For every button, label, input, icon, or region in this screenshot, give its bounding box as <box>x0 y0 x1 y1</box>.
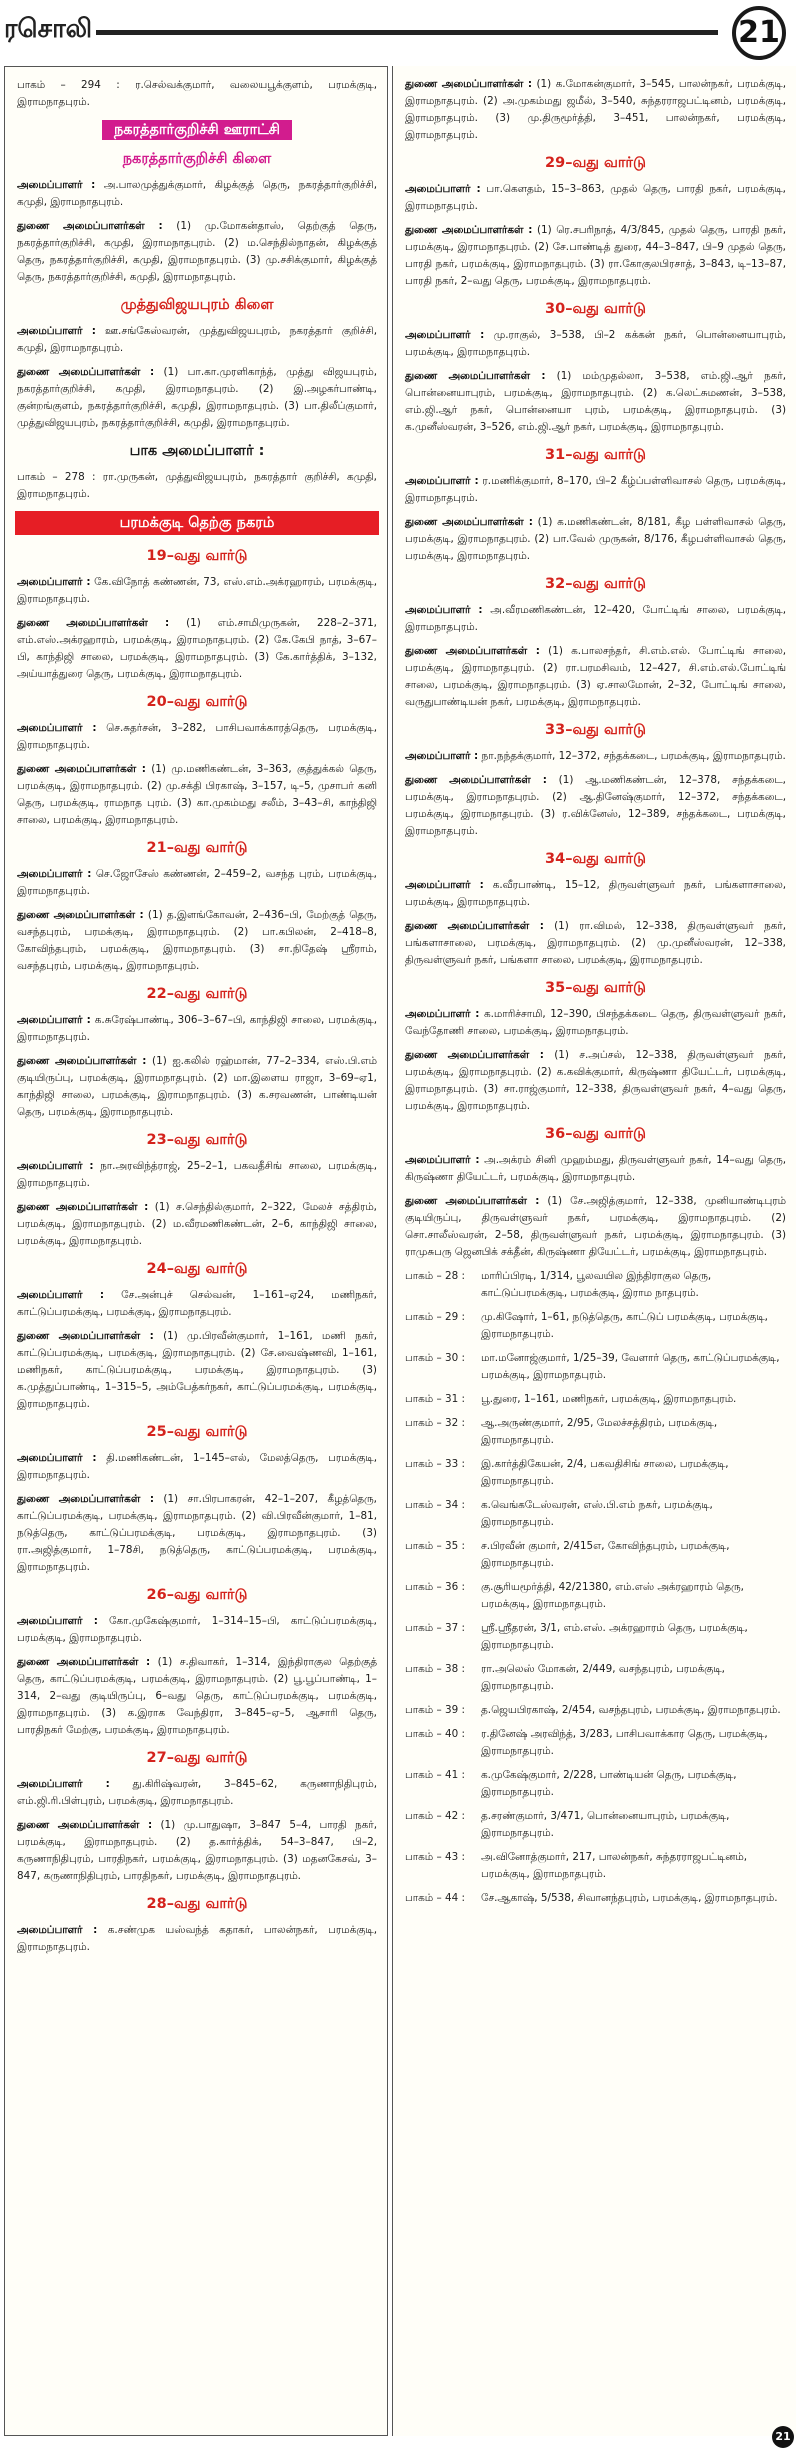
entry-role-label: அமைப்பாளர் : <box>17 325 96 337</box>
entry-role-label: துணை அமைப்பாளர்கள் : <box>17 1493 155 1505</box>
entry-text: (1) க.பாலசந்தர், சி.எம்.எல். போட்டிங் சாலை, பரமக்குடி, இராமநாதபுரம். (2) ரா.பரமசிவம், 12–427, சி.எம்.எல்.போட்டிங் சாலை, பரமக்குடி, இராமநாதபுரம். (3) ஏ.சாலமோன், 2–32, போட்டிங் சாலை, வருதுபாண்டியன் நகர், பரமக்குடி, இராமநாதபுரம். <box>405 645 786 708</box>
listing-entry <box>17 761 377 829</box>
booth-number: பாகம் – 35 : <box>405 1540 465 1552</box>
entry-text: (1) ச.செந்தில்குமார், 2–322, மேலச் சத்திரம், பரமக்குடி, இராமநாதபுரம். (2) ம.வீரமணிகண்டன், 2–6, காந்திஜி சாலை, பரமக்குடி, இராமநாதபுரம். <box>17 1201 377 1247</box>
section-heading-text: 25–வது வார்டு <box>146 1424 248 1440</box>
booth-number: பாகம் – 34 : <box>405 1499 465 1511</box>
booth-agent: ரா.அலெஸ் மோகன், 2/449, வசந்தபுரம், பரமக்குடி, இராமநாதபுரம். <box>481 1663 725 1692</box>
booth-number: பாகம் – 30 : <box>405 1352 465 1364</box>
entry-text: (1) ஆ.மணிகண்டன், 12–378, சந்தக்கடை, பரமக்குடி, இராமநாதபுரம். (2) ஆ.தினேஷ்குமார், 12–372, சந்தக்கடை, பரமக்குடி, இராமநாதபுரம். (3) ர.விக்னேஸ், 12–389, சந்தக்கடை, பரமக்குடி, இராமநாதபுரம். <box>405 774 786 837</box>
right-column <box>392 66 796 2436</box>
listing-entry <box>17 77 377 111</box>
booth-entry <box>405 1579 786 1613</box>
section-heading-text: 32–வது வார்டு <box>545 576 646 592</box>
listing-entry <box>405 181 786 215</box>
entry-role-label: அமைப்பாளர் : <box>405 1008 480 1020</box>
entry-role-label: துணை அமைப்பாளர்கள் : <box>405 1049 544 1061</box>
entry-role-label: துணை அமைப்பாளர்கள் : <box>17 763 146 775</box>
entry-text: க.வீரபாண்டி, 15–12, திருவள்ளுவர் நகர், பங்களாசாலை, பரமக்குடி, இராமநாதபுரம். <box>405 879 786 908</box>
entry-text: (1) எம்.சாமிமுருகன், 228–2–371, எம்.எஸ்.அக்ரஹாரம், பரமக்குடி, இராமநாதபுரம். (2) கே.கேபி நாத், 3–67–பி, காந்திஜி சாலை, பரமக்குடி, இராமநாதபுரம். (3) கே.கார்த்திக், 3–132, அய்யாத்துரை தெரு, பரமக்குடி, இராமநாதபுரம். <box>17 617 377 680</box>
entry-text: அ.அக்ரம் சினி முஹம்மது, திருவள்ளுவர் நகர், 14–வது தெரு, கிருஷ்ணா தியேட்டர், பரமக்குடி, இராமநாதபுரம். <box>405 1154 787 1183</box>
booth-number: பாகம் – 44 : <box>405 1892 465 1904</box>
listing-entry <box>405 327 786 361</box>
booth-entry <box>405 1497 786 1531</box>
section-heading-text: 35–வது வார்டு <box>545 980 646 996</box>
booth-number: பாகம் – 31 : <box>405 1393 465 1405</box>
booth-agent: ர.தினேஷ் அரவிந்த், 3/283, பாசிபவாக்கார தெரு, பரமக்குடி, இராமநாதபுரம். <box>481 1728 768 1757</box>
section-heading-text: 24–வது வார்டு <box>146 1261 248 1277</box>
entry-role-label: அமைப்பாளர் : <box>405 475 479 487</box>
booth-agent: ச.பிரவீன் குமார், 2/415எ, கோவிந்தபுரம், பரமக்குடி, இராமநாதபுரம். <box>481 1540 730 1569</box>
listing-entry <box>17 1491 377 1576</box>
booth-entry <box>405 1661 786 1695</box>
entry-text: சே.அன்புச் செல்வன், 1–161–ஏ24, மணிநகர், காட்டுப்பரமக்குடி, பரமக்குடி, இராமநாதபுரம். <box>17 1289 377 1318</box>
booth-agent: இ.கார்த்திகேயன், 2/4, பகவதிசிங் சாலை, பரமக்குடி, இராமநாதபுரம். <box>481 1458 729 1487</box>
entry-role-label: துணை அமைப்பாளர்கள் : <box>17 1055 147 1067</box>
section-heading <box>405 152 786 173</box>
entry-text: (1) க.மணிகண்டன், 8/181, கீழ பள்ளிவாசல் தெரு, பரமக்குடி, இராமநாதபுரம். (2) பா.வேல் முருகன், 8/176, கீழபள்ளிவாசல் தெரு, பரமக்குடி, இராமநாதபுரம். <box>405 516 786 562</box>
booth-number: பாகம் – 43 : <box>405 1851 465 1863</box>
entry-text: பாகம் – 294 : ர.செல்வக்குமார், வலையபூக்குளம், பரமக்குடி, இராமநாதபுரம். <box>17 79 377 108</box>
section-heading <box>17 148 377 169</box>
booth-agent: மாரிப்பிரடி, 1/314, பூலவயில இந்திராகுல தெரு, காட்டுப்பரமக்குடி, பரமக்குடி, இராம நாதபுரம். <box>481 1270 712 1299</box>
entry-role-label: அமைப்பாளர் : <box>17 1289 104 1301</box>
booth-agent: மு.கிஷோர், 1–61, நடுத்தெரு, காட்டுப் பரமக்குடி, பரமக்குடி, இராமநாதபுரம். <box>481 1311 768 1340</box>
listing-entry <box>405 602 786 636</box>
section-heading <box>405 1123 786 1144</box>
entry-role-label: அமைப்பாளர் : <box>17 1014 91 1026</box>
entry-role-label: துணை அமைப்பாளர்கள் : <box>405 774 547 786</box>
section-heading-text: 26–வது வார்டு <box>146 1587 248 1603</box>
entry-text: ஊ.சங்கேஸ்வரன், முத்துவிஜயபுரம், நகரத்தார் குறிச்சி, கமுதி, இராமநாதபுரம். <box>17 325 377 354</box>
section-heading <box>17 1747 377 1768</box>
listing-entry <box>405 918 786 969</box>
entry-role-label: அமைப்பாளர் : <box>17 576 91 588</box>
section-heading-text: முத்துவிஜயபுரம் கிளை <box>120 297 274 313</box>
section-heading <box>405 848 786 869</box>
listing-entry <box>17 1012 377 1046</box>
listing-entry <box>17 1613 377 1647</box>
section-heading <box>405 719 786 740</box>
section-heading-text: 33–வது வார்டு <box>545 722 646 738</box>
booth-number: பாகம் – 36 : <box>405 1581 465 1593</box>
listing-entry <box>405 222 786 290</box>
listing-entry <box>17 1450 377 1484</box>
booth-number: பாகம் – 41 : <box>405 1769 465 1781</box>
section-heading-text: 22–வது வார்டு <box>146 986 248 1002</box>
entry-text: (1) ரா.விமல், 12–338, திருவள்ளுவர் நகர், பங்களாசாலை, பரமக்குடி, இராமநாதபுரம். (2) மு.முனீஸ்வரன், 12–338, திருவள்ளுவர் நகர், பங்களா சாலை, பரமக்குடி, இராமநாதபுரம். <box>405 920 786 966</box>
booth-entry <box>405 1849 786 1883</box>
entry-role-label: அமைப்பாளர் : <box>17 1160 94 1172</box>
booth-entry <box>405 1456 786 1490</box>
section-heading <box>405 977 786 998</box>
entry-role-label: அமைப்பாளர் : <box>405 329 485 341</box>
entry-role-label: துணை அமைப்பாளர்கள் : <box>17 366 155 378</box>
section-heading <box>17 983 377 1004</box>
entry-text: (1) மம்முதல்லா, 3–538, எம்.ஜி.ஆர் நகர், பொன்னையாபுரம், பரமக்குடி, இராமநாதபுரம். (2) க.லெட்சுமணன், 3–538, எம்.ஜி.ஆர் நகர், பொன்னையா புரம், பரமக்குடி, இராமநாதபுரம். (3) க.முனீஸ்வரன், 3–526, எம்.ஜி.ஆர் நகர், பரமக்குடி, இராமநாதபுரம். <box>405 370 786 433</box>
listing-entry <box>405 514 786 565</box>
entry-role-label: துணை அமைப்பாளர்கள் : <box>17 220 163 232</box>
entry-role-label: துணை அமைப்பாளர்கள் : <box>405 224 533 236</box>
section-heading <box>405 444 786 465</box>
booth-agent: அ.வினோத்குமார், 217, பாலன்நகர், சுந்தரராஜபட்டினம், பரமக்குடி, இராமநாதபுரம். <box>481 1851 748 1880</box>
section-heading <box>17 837 377 858</box>
entry-role-label: அமைப்பாளர் : <box>405 879 484 891</box>
listing-entry <box>405 1193 786 1261</box>
booth-entry <box>405 1620 786 1654</box>
section-heading <box>17 294 377 315</box>
section-heading-text: 34–வது வார்டு <box>545 851 646 867</box>
booth-agent: த.ஜெயபிரகாஷ், 2/454, வசந்தபுரம், பரமக்குடி, இராமநாதபுரம். <box>481 1704 781 1716</box>
booth-number: பாகம் – 29 : <box>405 1311 465 1323</box>
entry-text: செ.ஜோசேஸ் கண்ணன், 2–459–2, வசந்த புரம், பரமக்குடி, இராமநாதபுரம். <box>17 868 377 897</box>
masthead <box>0 0 800 60</box>
entry-role-label: அமைப்பாளர் : <box>405 604 483 616</box>
entry-role-label: துணை அமைப்பாளர்கள் : <box>405 516 533 528</box>
entry-role-label: துணை அமைப்பாளர்கள் : <box>17 1330 154 1342</box>
listing-entry <box>17 323 377 357</box>
listing-entry <box>17 1287 377 1321</box>
booth-entry <box>405 1268 786 1302</box>
entry-text: செ.சுதர்சன், 3–282, பாசிபவாக்காரத்தெரு, பரமக்குடி, இராமநாதபுரம். <box>17 722 377 751</box>
booth-entry <box>405 1309 786 1343</box>
entry-text: து.கிரிஷ்வரன், 3–845–62, கருணாநிதிபுரம், எம்.ஜி.ரி.பிள்புரம், பரமக்குடி, இராமநாதபுரம். <box>17 1778 377 1807</box>
section-heading <box>17 440 377 461</box>
booth-entry <box>405 1415 786 1449</box>
entry-text: (1) ரெ.சபரிநாத், 4/3/845, முதல் தெரு, பாரதி நகர், பரமக்குடி, இராமநாதபுரம். (2) சே.பாண்டித் துரை, 44–3–847, பி–9 முதல் தெரு, பாரதி நகர், பரமக்குடி, இராமநாதபுரம். (3) ரா.கோகுலபிரசாத், 3–843, டி–13–87, பாரதி நகர், 2–வது தெரு, பரமக்குடி, இராமநாதபுரம். <box>405 224 786 287</box>
section-heading-text: 21–வது வார்டு <box>146 840 248 856</box>
section-heading-text: 27–வது வார்டு <box>146 1750 248 1766</box>
section-heading-text: 36–வது வார்டு <box>545 1126 646 1142</box>
section-heading <box>17 1258 377 1279</box>
entry-role-label: துணை அமைப்பாளர்கள் : <box>405 645 540 657</box>
entry-text: க.சண்முக யஸ்வந்த் கதாகர், பாலன்நகர், பரமக்குடி, இராமநாதபுரம். <box>17 1924 377 1953</box>
booth-agent: பூ.துரை, 1–161, மணிநகர், பரமக்குடி, இராமநாதபுரம். <box>481 1393 737 1405</box>
entry-text: (1) மு.பாதுஷா, 3–847 5–4, பாரதி நகர், பரமக்குடி, இராமநாதபுரம். (2) த.கார்த்திக், 54–3–847, பி–2, கருணாநிதிபுரம், பாரதிநகர், பரமக்குடி, இராமநாதபுரம். (3) மதனகேசவ், 3–847, கருணாநிதிபுரம், பாரதிநகர், பரமக்குடி, இராமநாதபுரம். <box>17 1819 378 1882</box>
entry-text: தி.மணிகண்டன், 1–145–எல், மேலத்தெரு, பரமக்குடி, இராமநாதபுரம். <box>17 1452 377 1481</box>
booth-entry <box>405 1391 786 1408</box>
entry-text: (1) ஐ.கலில் ரஹ்மான், 77–2–334, எஸ்.பி.எம் குடியிருப்பு, பரமக்குடி, இராமநாதபுரம். (2) மா.இளைய ராஜா, 3–69–ஏ1, காந்திஜி சாலை, பரமக்குடி, இராமநாதபுரம். (3) க.சரவணன், பாண்டியன் தெரு, பரமக்குடி, இராமநாதபுரம். <box>17 1055 378 1118</box>
booth-agent: ஸ்ரீ.ஸ்ரீதரன், 3/1, எம்.எஸ். அக்ரஹாரம் தெரு, பரமக்குடி, இராமநாதபுரம். <box>481 1622 748 1651</box>
booth-agent: க.வெங்கடேஸ்வரன், எஸ்.பி.எம் நகர், பரமக்குடி, இராமநாதபுரம். <box>481 1499 713 1528</box>
listing-entry <box>17 907 377 975</box>
section-heading-text: நகரத்தார்குறிச்சி ஊராட்சி <box>102 120 292 140</box>
listing-entry <box>405 772 786 840</box>
entry-text: (1) க.மோகன்குமார், 3–545, பாலன்நகர், பரமக்குடி, இராமநாதபுரம். (2) அ.முகம்மது ஜமீல், 3–540, சுந்தரராஜபட்டினம், பரமக்குடி, இராமநாதபுரம். (3) மு.திருமூர்த்தி, 3–451, பாலன்நகர், பரமக்குடி, இராமநாதபுரம். <box>405 78 786 141</box>
corner-page-badge: 21 <box>772 2426 794 2448</box>
entry-role-label: அமைப்பாளர் : <box>17 722 97 734</box>
entry-text: (1) த.இளங்கோவன், 2–436–பி, மேற்குத் தெரு, வசந்தபுரம், பரமக்குடி, இராமநாதபுரம். (2) பா.கபிலன், 2–418–8, கோவிந்தபுரம், பரமக்குடி, இராமநாதபுரம். (3) சா.நிதேஷ் ஸ்ரீராம், வசந்தபுரம், பரமக்குடி, இராமநாதபுரம். <box>17 909 377 972</box>
section-heading <box>17 119 377 140</box>
section-heading <box>405 298 786 319</box>
listing-entry <box>17 469 377 503</box>
listing-entry <box>17 364 377 432</box>
entry-role-label: துணை அமைப்பாளர்கள் : <box>17 1819 153 1831</box>
booth-agent: சே.ஆகாஷ், 5/538, சிவானந்தபுரம், பரமக்குடி, இராமநாதபுரம். <box>481 1892 778 1904</box>
entry-text: (1) மு.மணிகண்டன், 3–363, குத்துக்கல் தெரு, பரமக்குடி, இராமநாதபுரம். (2) மு.சக்தி பிரகாஷ், 3–157, டி–5, முசாபர் கனி தெரு, பரமக்குடி, ராமநாத புரம். (3) கா.முகம்மது சலீம், 3–43–சி, காந்திஜி சாலை, பரமக்குடி, இராமநாதபுரம். <box>17 763 377 826</box>
entry-role-label: அமைப்பாளர் : <box>17 1778 110 1790</box>
section-heading <box>17 691 377 712</box>
entry-text: (1) ச.அப்சல், 12–338, திருவள்ளுவர் நகர், பரமக்குடி, இராமநாதபுரம். (2) க.கவிக்குமார், கிருஷ்ணா தியேட்டர், பரமக்குடி, இராமநாதபுரம். (3) சா.ராஜ்குமார், 12–338, திருவள்ளுவர் நகர், 4–வது தெரு, பரமக்குடி, இராமநாதபுரம். <box>405 1049 786 1112</box>
booth-entry <box>405 1702 786 1719</box>
section-heading <box>15 511 379 535</box>
masthead-rule <box>96 30 718 35</box>
listing-entry <box>405 877 786 911</box>
listing-entry <box>17 720 377 754</box>
entry-role-label: துணை அமைப்பாளர்கள் : <box>405 1195 540 1207</box>
booth-number: பாகம் – 28 : <box>405 1270 465 1282</box>
booth-number: பாகம் – 42 : <box>405 1810 465 1822</box>
section-heading-text: 20–வது வார்டு <box>146 694 248 710</box>
entry-role-label: அமைப்பாளர் : <box>405 1154 480 1166</box>
listing-entry <box>17 866 377 900</box>
entry-role-label: துணை அமைப்பாளர்கள் : <box>405 370 546 382</box>
listing-entry <box>405 643 786 711</box>
booth-number: பாகம் – 40 : <box>405 1728 465 1740</box>
listing-entry <box>405 1152 786 1186</box>
listing-entry <box>17 177 377 211</box>
listing-entry <box>17 1199 377 1250</box>
entry-role-label: துணை அமைப்பாளர்கள் : <box>17 617 170 629</box>
section-heading <box>17 1421 377 1442</box>
listing-entry <box>17 1654 377 1739</box>
section-heading-text: 29–வது வார்டு <box>545 155 646 171</box>
entry-text: க.மாரிச்சாமி, 12–390, பிசந்தக்கடை தெரு, திருவள்ளுவர் நகர், வேந்தோணி சாலை, பரமக்குடி, இராமநாதபுரம். <box>405 1008 787 1037</box>
entry-text: நா.நந்தக்குமார், 12–372, சந்தக்கடை, பரமக்குடி, இராமநாதபுரம். <box>478 750 786 762</box>
section-heading <box>17 545 377 566</box>
entry-role-label: அமைப்பாளர் : <box>405 183 481 195</box>
listing-entry <box>17 1328 377 1413</box>
entry-text: கோ.முகேஷ்குமார், 1–314–15–பி, காட்டுப்பரமக்குடி, பரமக்குடி, இராமநாதபுரம். <box>17 1615 377 1644</box>
entry-role-label: அமைப்பாளர் : <box>17 1924 98 1936</box>
entry-role-label: துணை அமைப்பாளர்கள் : <box>17 1656 151 1668</box>
entry-text: பா.கௌதம், 15–3–863, முதல் தெரு, பாரதி நகர், பரமக்குடி, இராமநாதபுரம். <box>405 183 786 212</box>
newspaper-name: ரசொலி <box>4 14 93 44</box>
listing-entry <box>405 368 786 436</box>
entry-role-label: துணை அமைப்பாளர்கள் : <box>405 920 544 932</box>
entry-text: (1) சே.அஜித்குமார், 12–338, முனியாண்டிபுரம் குடியிருப்பு, திருவள்ளுவர் நகர், பரமக்குடி, இராமநாதபுரம். (2) சொ.சாலீஸ்வரன், 2–58, திருவள்ளுவர் நகர், பரமக்குடி, இராமநாதபுரம். (3) ராமுசுபரு ஜெனபிக் சக்தீன், கிருஷ்ணா தியேட்டர், பரமக்குடி, இராமநாதபுரம். <box>405 1195 786 1258</box>
listing-entry <box>405 1047 786 1115</box>
entry-text: (1) சா.பிரபாகரன், 42–1–207, கீழத்தெரு, காட்டுப்பரமக்குடி, பரமக்குடி, இராமநாதபுரம். (2) வி.பிரவீன்குமார், 1–81, நடுத்தெரு, காட்டுப்பரமக்குடி, பரமக்குடி, இராமநாதபுரம். (3) ரா.அஜித்குமார், 1–78சி, நடுத்தெரு, காட்டுப்பரமக்குடி, பரமக்குடி, இராமநாதபுரம். <box>17 1493 377 1573</box>
booth-number: பாகம் – 32 : <box>405 1417 465 1429</box>
entry-text: (1) மு.மோகன்தாஸ், தெற்குத் தெரு, நகரத்தார்குறிச்சி, கமுதி, இராமநாதபுரம். (2) ம.செந்தில்நாதன், கிழக்குத் தெரு, நகரத்தார்குறிச்சி, கமுதி, இராமநாதபுரம். (3) மு.சசிக்குமார், கிழக்குத் தெரு, நகரத்தார்குறிச்சி, கமுதி, இராமநாதபுரம். <box>17 220 377 283</box>
listing-entry <box>17 1053 377 1121</box>
entry-text: நா.அரவிந்த்ராஜ், 25–2–1, பகவதீசிங் சாலை, பரமக்குடி, இராமநாதபுரம். <box>17 1160 377 1189</box>
section-heading <box>405 573 786 594</box>
entry-text: (1) மு.பிரவீன்குமார், 1–161, மணி நகர், காட்டுப்பரமக்குடி, பரமக்குடி, இராமநாதபுரம். (2) சே.வைஷ்ணவி, 1–161, மணிநகர், காட்டுப்பரமக்குடி, பரமக்குடி, இராமநாதபுரம். (3) க.முத்துப்பாண்டி, 1–315–5, அம்பேத்கர்நகர், காட்டுப்பரமக்குடி, பரமக்குடி, இராமநாதபுரம். <box>17 1330 378 1410</box>
entry-text: அ.வீரமணிகண்டன், 12–420, போட்டிங் சாலை, பரமக்குடி, இராமநாதபுரம். <box>405 604 786 633</box>
entry-role-label: அமைப்பாளர் : <box>405 750 479 762</box>
booth-agent: க.முகேஷ்குமார், 2/228, பாண்டியன் தெரு, பரமக்குடி, இராமநாதபுரம். <box>481 1769 737 1798</box>
section-heading-text: பாக அமைப்பாளர் : <box>129 443 265 459</box>
section-heading-text: 30–வது வார்டு <box>545 301 646 317</box>
entry-text: பாகம் – 278 : ரா.முருகன், முத்துவிஜயபுரம், நகரத்தார் குறிச்சி, கமுதி, இராமநாதபுரம். <box>17 471 377 500</box>
entry-text: அ.பாலமுத்துக்குமார், கிழக்குத் தெரு, நகரத்தார்குறிச்சி, கமுதி, இராமநாதபுரம். <box>17 179 377 208</box>
entry-role-label: அமைப்பாளர் : <box>17 868 92 880</box>
booth-number: பாகம் – 33 : <box>405 1458 465 1470</box>
entry-role-label: துணை அமைப்பாளர்கள் : <box>405 78 533 90</box>
section-heading <box>17 1584 377 1605</box>
booth-agent: மா.மனோஜ்குமார், 1/25–39, வேளார் தெரு, காட்டுப்பரமக்குடி, பரமக்குடி, இராமநாதபுரம். <box>481 1352 780 1381</box>
booth-entry <box>405 1350 786 1384</box>
booth-entry <box>405 1808 786 1842</box>
section-heading-text: பரமக்குடி தெற்கு நகரம் <box>119 515 275 531</box>
listing-entry <box>17 574 377 608</box>
entry-text: மு.ராகுல், 3–538, பி–2 கக்கன் நகர், பொன்னையாபுரம், பரமக்குடி, இராமநாதபுரம். <box>405 329 786 358</box>
booth-entry <box>405 1767 786 1801</box>
left-column <box>4 66 388 2436</box>
section-heading-text: 28–வது வார்டு <box>146 1896 248 1912</box>
booth-entry <box>405 1726 786 1760</box>
listing-entry <box>17 1776 377 1810</box>
booth-agent: கு.சூரியமூர்த்தி, 42/21380, எம்.எஸ் அக்ரஹாரம் தெரு, பரமக்குடி, இராமநாதபுரம். <box>481 1581 744 1610</box>
listing-entry <box>405 473 786 507</box>
listing-entry <box>17 218 377 286</box>
booth-number: பாகம் – 39 : <box>405 1704 465 1716</box>
entry-text: (1) ச.திவாகர், 1–314, இந்திராகுல தெற்குத் தெரு, காட்டுப்பரமக்குடி, பரமக்குடி, இராமநாதபுரம். (2) பூ.பூப்பாண்டி, 1–314, 2–வது குடியிருப்பு, 6–வது தெரு, காட்டுப்பரமக்குடி, பரமக்குடி, இராமநாதபுரம். (3) க.இராக வேந்திரா, 3–845–ஏ–5, ஆசாரி தெரு, பாரதிநகர் மேற்கு, பரமக்குடி, இராமநாதபுரம். <box>17 1656 377 1736</box>
listing-entry <box>405 1006 786 1040</box>
booth-entry <box>405 1890 786 1907</box>
entry-text: கே.விநோத் கண்ணன், 73, எஸ்.எம்.அக்ரஹாரம், பரமக்குடி, இராமநாதபுரம். <box>17 576 377 605</box>
entry-text: ர.மணிக்குமார், 8–170, பி–2 கீழ்ப்பள்ளிவாசல் தெரு, பரமக்குடி, இராமநாதபுரம். <box>405 475 786 504</box>
section-heading-text: நகரத்தார்குறிச்சி கிளை <box>122 151 272 167</box>
section-heading-text: 31–வது வார்டு <box>545 447 646 463</box>
entry-text: க.சுரேஷ்பாண்டி, 306–3–67–பி, காந்திஜி சாலை, பரமக்குடி, இராமநாதபுரம். <box>17 1014 377 1043</box>
listing-entry <box>17 1922 377 1956</box>
entry-role-label: அமைப்பாளர் : <box>17 1615 98 1627</box>
listing-entry <box>17 615 377 683</box>
booth-agent: ஆ.அருண்குமார், 2/95, மேலச்சத்திரம், பரமக்குடி, இராமநாதபுரம். <box>481 1417 718 1446</box>
entry-role-label: அமைப்பாளர் : <box>17 179 96 191</box>
listing-entry <box>405 748 786 765</box>
listing-entry <box>17 1158 377 1192</box>
booth-entry <box>405 1538 786 1572</box>
listing-entry <box>405 76 786 144</box>
listing-entry <box>17 1817 377 1885</box>
entry-role-label: அமைப்பாளர் : <box>17 1452 97 1464</box>
booth-number: பாகம் – 38 : <box>405 1663 465 1675</box>
section-heading-text: 19–வது வார்டு <box>146 548 248 564</box>
page-number-badge: 21 <box>732 6 786 60</box>
booth-number: பாகம் – 37 : <box>405 1622 465 1634</box>
entry-role-label: துணை அமைப்பாளர்கள் : <box>17 909 144 921</box>
entry-role-label: துணை அமைப்பாளர்கள் : <box>17 1201 149 1213</box>
section-heading <box>17 1893 377 1914</box>
section-heading-text: 23–வது வார்டு <box>146 1132 248 1148</box>
entry-text: (1) பா.கா.முரளிகாந்த், முத்து விஜயபுரம், நகரத்தார்குறிச்சி, கமுதி, இராமநாதபுரம். (2) இ.அழகர்பாண்டி, குன்றங்குளம், நகரத்தார்குறிச்சி, கமுதி, இராமநாதபுரம். (3) பா.திலீப்குமார், முத்துவிஜயபுரம், நகரத்தார்குறிச்சி, கமுதி, இராமநாதபுரம். <box>17 366 377 429</box>
booth-agent: த.சரண்குமார், 3/471, பொன்னையாபுரம், பரமக்குடி, இராமநாதபுரம். <box>481 1810 730 1839</box>
section-heading <box>17 1129 377 1150</box>
